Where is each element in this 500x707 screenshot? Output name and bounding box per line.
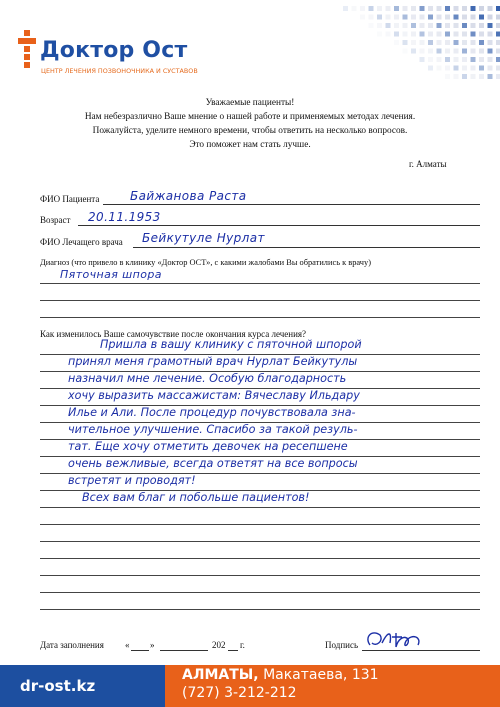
footer-phone-number: 3-212-212: [224, 685, 297, 701]
patient-name-label: ФИО Пациента: [40, 194, 100, 204]
decorative-dot: [403, 6, 408, 11]
footer-phone[interactable]: [182, 685, 297, 701]
decorative-dot: [403, 23, 408, 28]
decorative-dot: [488, 40, 493, 45]
decorative-dot: [479, 32, 484, 37]
intro-line-2: Пожалуйста, уделите немного времени, чтобы ответить на несколько вопросов.: [92, 126, 408, 136]
decorative-dot: [479, 74, 484, 79]
decorative-dot: [471, 23, 476, 28]
decorative-dot: [343, 6, 348, 11]
decorative-dot: [386, 6, 391, 11]
intro-line-1: Нам небезразлично Ваше мнение о нашей работе и применяемых методах лечения.: [84, 112, 416, 122]
decorative-dot: [488, 23, 493, 28]
decorative-dot: [454, 15, 459, 20]
decorative-dot: [420, 15, 425, 20]
decorative-dot: [352, 6, 357, 11]
decorative-dot: [428, 6, 433, 11]
patient-name-value: Байжанова Раста: [130, 189, 247, 203]
decorative-dot: [428, 57, 433, 62]
age-value: 20.11.1953: [88, 210, 161, 224]
decorative-dot: [420, 32, 425, 37]
diagnosis-label: Диагноз (что привело в клинику «Доктор ОСТ», с какими жалобами Вы обратились к врачу): [40, 258, 371, 267]
footer-street: Макатаева, 131: [263, 667, 379, 683]
greeting: Уважаемые пациенты!: [205, 98, 295, 108]
decorative-dot: [411, 40, 416, 45]
signature-label: Подпись: [325, 640, 359, 650]
decorative-dot: [445, 32, 450, 37]
date-close-quote: »: [150, 640, 155, 650]
city-label: г. Алматы: [409, 159, 447, 169]
footer-phone-code: (727): [182, 685, 220, 701]
decorative-dot: [394, 23, 399, 28]
answer-line: Пришла в вашу клинику с пяточной шпорой: [100, 338, 362, 351]
decorative-dot: [428, 49, 433, 54]
decorative-dot: [437, 40, 442, 45]
decorative-dot: [420, 6, 425, 11]
decorative-dot: [428, 66, 433, 71]
answer-line: принял меня грамотный врач Нурлат Бейкутулы: [68, 355, 358, 368]
decorative-dot: [411, 6, 416, 11]
decorative-dot: [462, 66, 467, 71]
decorative-dot: [462, 40, 467, 45]
decorative-dot: [403, 32, 408, 37]
decorative-dot: [420, 23, 425, 28]
decorative-dot: [377, 6, 382, 11]
decorative-dot: [471, 74, 476, 79]
answer-rule: [40, 575, 480, 576]
date-open-quote: «: [125, 640, 130, 650]
website-link[interactable]: dr-ost.kz: [20, 677, 96, 695]
decorative-dot: [437, 23, 442, 28]
decorative-dot: [479, 23, 484, 28]
decorative-dot: [377, 23, 382, 28]
decorative-dot: [437, 6, 442, 11]
logo-name: Доктор Ост: [40, 38, 188, 63]
date-label: Дата заполнения: [40, 640, 104, 650]
decorative-dot: [488, 32, 493, 37]
date-month-line: [160, 650, 208, 651]
footer-address: [182, 667, 379, 683]
date-suffix: г.: [240, 640, 245, 650]
decorative-dot: [488, 74, 493, 79]
answer-rule: [40, 609, 480, 610]
decorative-dot: [411, 32, 416, 37]
decorative-dot: [496, 40, 500, 45]
decorative-dots-pattern: [325, 0, 500, 80]
decorative-dot: [454, 49, 459, 54]
decorative-dot: [462, 23, 467, 28]
decorative-dot: [496, 23, 500, 28]
answer-rule: [40, 592, 480, 593]
decorative-dot: [479, 15, 484, 20]
decorative-dot: [377, 15, 382, 20]
decorative-dot: [437, 32, 442, 37]
decorative-dot: [496, 32, 500, 37]
decorative-dot: [462, 74, 467, 79]
decorative-dot: [471, 15, 476, 20]
logo-cross-icon: [18, 30, 36, 70]
doctor-name-line: [133, 247, 480, 248]
decorative-dot: [403, 40, 408, 45]
age-line: [78, 225, 480, 226]
decorative-dot: [479, 57, 484, 62]
answer-line: назначил мне лечение. Особую благодарность: [68, 372, 347, 385]
decorative-dot: [462, 57, 467, 62]
diagnosis-line-2: [40, 300, 480, 301]
decorative-dot: [445, 40, 450, 45]
decorative-dot: [488, 49, 493, 54]
decorative-dot: [411, 15, 416, 20]
diagnosis-line-1: [40, 283, 480, 284]
answer-line: чительное улучшение. Спасибо за такой резуль-: [68, 423, 358, 436]
patient-name-line: [103, 204, 480, 205]
answer-line: встретят и проводят!: [68, 474, 196, 487]
decorative-dot: [471, 6, 476, 11]
decorative-dot: [360, 15, 365, 20]
decorative-dot: [488, 15, 493, 20]
decorative-dot: [496, 74, 500, 79]
decorative-dot: [369, 23, 374, 28]
date-year-line: [228, 650, 238, 651]
decorative-dot: [445, 23, 450, 28]
decorative-dot: [369, 15, 374, 20]
decorative-dot: [394, 32, 399, 37]
decorative-dot: [471, 57, 476, 62]
decorative-dot: [420, 40, 425, 45]
decorative-dot: [496, 66, 500, 71]
diagnosis-line-3: [40, 317, 480, 318]
logo-subtitle: ЦЕНТР ЛЕЧЕНИЯ ПОЗВОНОЧНИКА И СУСТАВОВ: [41, 67, 198, 75]
decorative-dot: [462, 49, 467, 54]
decorative-dot: [471, 49, 476, 54]
decorative-dot: [479, 40, 484, 45]
decorative-dot: [428, 32, 433, 37]
decorative-dot: [496, 49, 500, 54]
decorative-dot: [403, 49, 408, 54]
decorative-dot: [471, 66, 476, 71]
decorative-dot: [386, 15, 391, 20]
answer-rule: [40, 558, 480, 559]
decorative-dot: [471, 40, 476, 45]
decorative-dot: [445, 74, 450, 79]
decorative-dot: [479, 49, 484, 54]
decorative-dot: [445, 15, 450, 20]
decorative-dot: [377, 32, 382, 37]
decorative-dot: [420, 57, 425, 62]
decorative-dot: [428, 23, 433, 28]
decorative-dot: [428, 40, 433, 45]
answer-line: хочу выразить массажистам: Вячеславу Ильдару: [68, 389, 360, 402]
decorative-dot: [454, 32, 459, 37]
date-day-line: [131, 650, 149, 651]
decorative-dot: [445, 49, 450, 54]
decorative-dot: [445, 6, 450, 11]
decorative-dot: [445, 57, 450, 62]
decorative-dot: [496, 57, 500, 62]
decorative-dot: [394, 15, 399, 20]
doctor-name-label: ФИО Лечащего врача: [40, 237, 123, 247]
decorative-dot: [454, 57, 459, 62]
answer-line: тат. Еще хочу отметить девочек на ресепшене: [68, 440, 348, 453]
decorative-dot: [454, 23, 459, 28]
age-label: Возраст: [40, 215, 71, 225]
decorative-dot: [411, 49, 416, 54]
decorative-dot: [445, 66, 450, 71]
decorative-dot: [488, 57, 493, 62]
decorative-dot: [369, 6, 374, 11]
decorative-dot: [454, 66, 459, 71]
decorative-dot: [479, 6, 484, 11]
decorative-dot: [411, 23, 416, 28]
decorative-dot: [488, 6, 493, 11]
answer-rule: [40, 541, 480, 542]
decorative-dot: [386, 23, 391, 28]
diagnosis-value: Пяточная шпора: [60, 268, 162, 281]
decorative-dot: [496, 6, 500, 11]
decorative-dot: [394, 40, 399, 45]
answer-line: Илье и Али. После процедур почувствовала зна-: [68, 406, 356, 419]
decorative-dot: [437, 15, 442, 20]
footer-city: АЛМАТЫ,: [182, 667, 259, 683]
signature-scribble: [362, 627, 432, 653]
decorative-dot: [420, 49, 425, 54]
decorative-dot: [394, 6, 399, 11]
intro-line-3: Это поможет нам стать лучше.: [189, 140, 311, 150]
decorative-dot: [496, 15, 500, 20]
answer-line: очень вежливые, всегда ответят на все вопросы: [68, 457, 358, 470]
decorative-dot: [488, 66, 493, 71]
decorative-dot: [428, 15, 433, 20]
decorative-dot: [462, 15, 467, 20]
answer-rule: [40, 507, 480, 508]
decorative-dot: [437, 49, 442, 54]
doctor-name-value: Бейкутуле Нурлат: [142, 231, 265, 245]
decorative-dot: [386, 32, 391, 37]
decorative-dot: [462, 32, 467, 37]
decorative-dot: [454, 6, 459, 11]
decorative-dot: [360, 6, 365, 11]
date-year: 202: [212, 640, 226, 650]
answer-rule: [40, 524, 480, 525]
decorative-dot: [403, 15, 408, 20]
decorative-dot: [462, 6, 467, 11]
answer-line: Всех вам благ и побольше пациентов!: [82, 491, 310, 504]
decorative-dot: [479, 66, 484, 71]
decorative-dot: [437, 57, 442, 62]
question-label: Как изменилось Ваше самочувствие после окончания курса лечения?: [40, 329, 307, 339]
decorative-dot: [454, 74, 459, 79]
decorative-dot: [454, 40, 459, 45]
decorative-dot: [471, 32, 476, 37]
decorative-dot: [437, 66, 442, 71]
